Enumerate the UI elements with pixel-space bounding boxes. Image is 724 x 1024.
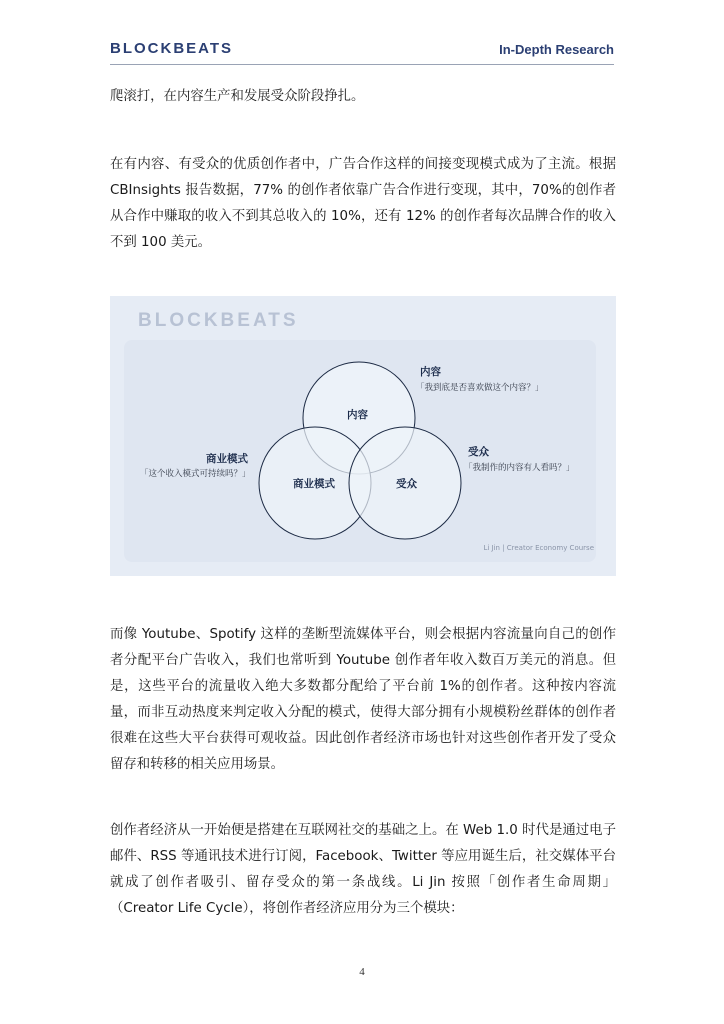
- business-title: 商业模式: [206, 453, 248, 465]
- header-label: In-Depth Research: [499, 42, 614, 57]
- creator-economy-venn-figure: [110, 296, 616, 576]
- venn-diagram: [110, 296, 616, 576]
- paragraph-3: 而像 Youtube、Spotify 这样的垄断型流媒体平台，则会根据内容流量向自己的创作者分配平台广告收入，我们也常听到 Youtube 创作者年收入数百万美元的消息。但是，这些平台的流量收入绝大多数都分配给了平台前 1%的创作者。这种按内容流量，而非互动热度来判定收入分配的模式，使得大部分拥有小规模粉丝群体的创作者很难在这些大平台获得可观收益。因此创作者经济市场也针对这些创作者开发了受众留存和转移的相关应用场景。: [110, 627, 616, 772]
- header-divider: [110, 64, 614, 65]
- business-question: 「这个收入模式可持续吗？」: [140, 469, 251, 479]
- blockbeats-logo: [110, 40, 233, 57]
- venn-center-content: 内容: [347, 409, 368, 421]
- venn-center-audience: 受众: [396, 478, 417, 490]
- audience-question: 「我制作的内容有人看吗？」: [464, 463, 575, 473]
- page-header: [0, 0, 724, 70]
- page-number: 4: [359, 966, 365, 978]
- figure-logo: BLOCKBEATS: [138, 310, 299, 331]
- paragraph-1: 爬滚打，在内容生产和发展受众阶段挣扎。: [110, 89, 365, 104]
- paragraph-2: 在有内容、有受众的优质创作者中，广告合作这样的间接变现模式成为了主流。根据 CBInsights 报告数据，77% 的创作者依靠广告合作进行变现，其中，70%的创作者从合作中赚取的收入不到其总收入的 10%，还有 12% 的创作者每次品牌合作的收入不到 100 美元。: [110, 157, 616, 250]
- audience-title: 受众: [468, 446, 489, 458]
- logo-text: BLOCKBEATS: [110, 40, 234, 57]
- paragraph-4: 创作者经济从一开始便是搭建在互联网社交的基础之上。在 Web 1.0 时代是通过电子邮件、RSS 等通讯技术进行订阅，Facebook、Twitter 等应用诞生后，社交媒体平台就成了创作者吸引、留存受众的第一条战线。Li Jin 按照「创作者生命周期」（Creator Life Cycle），将创作者经济应用分为三个模块：: [110, 823, 616, 916]
- figure-credit: Li Jin | Creator Economy Course: [483, 544, 594, 552]
- venn-center-business: 商业模式: [293, 478, 335, 490]
- content-title: 内容: [420, 366, 441, 378]
- content-question: 「我到底是否喜欢做这个内容？」: [416, 383, 544, 393]
